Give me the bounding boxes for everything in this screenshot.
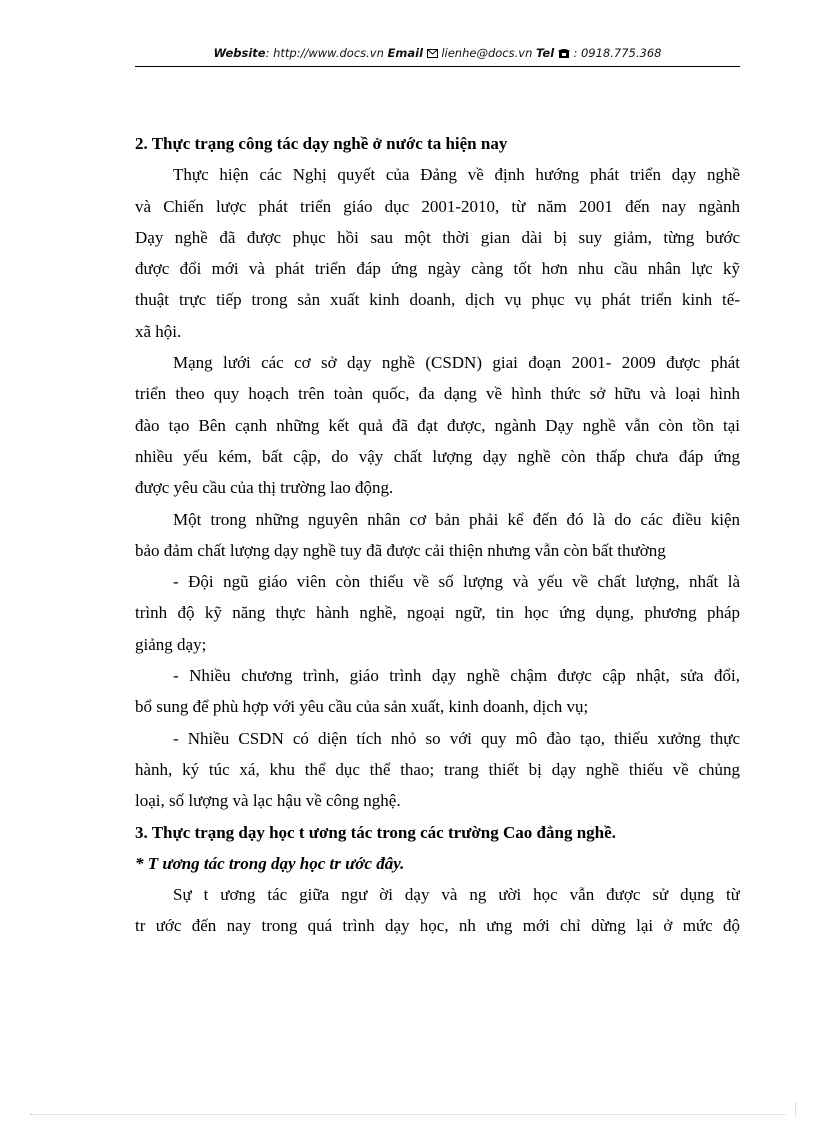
- website-value: : http://www.docs.vn: [265, 46, 384, 60]
- email-label: Email: [387, 46, 424, 60]
- paragraph-line: bổ sung để phù hợp với yêu cầu của sản xuất, kinh doanh, dịch vụ;: [135, 697, 589, 717]
- bullet-item-1: [135, 566, 740, 660]
- website-label: Website: [213, 46, 266, 60]
- paragraph-line: giảng dạy;: [135, 634, 207, 654]
- paragraph-line: Sự t ương tác giữa ngư ời dạy và ng ười học vẫn được sử dụng từ: [173, 885, 740, 905]
- paragraph-line: thuật trực tiếp trong sản xuất kinh doanh, dịch vụ phục vụ phát triển kinh tế-: [135, 290, 740, 310]
- section-3-heading: 3. Thực trạng dạy học t ương tác trong các trường Cao đẳng nghề.: [135, 822, 616, 842]
- paragraph-3: [135, 504, 740, 567]
- header-divider: [135, 66, 740, 67]
- paragraph-4: [135, 879, 740, 942]
- paragraph-line: loại, số lượng và lạc hậu về công nghệ.: [135, 791, 401, 811]
- paragraph-line: hành, ký túc xá, khu thể dục thể thao; trang thiết bị dạy nghề thiếu về chủng: [135, 759, 740, 779]
- tel-value: : 0918.775.368: [573, 46, 662, 60]
- paragraph-line: bảo đảm chất lượng dạy nghề tuy đã được cải thiện nhưng vẫn còn bất thường: [135, 540, 666, 560]
- paragraph-line: triển theo quy hoạch trên toàn quốc, đa dạng về hình thức sở hữu và loại hình: [135, 384, 740, 404]
- envelope-icon: [427, 46, 442, 60]
- page-corner-mark: [781, 1103, 796, 1117]
- paragraph-1: [135, 159, 740, 347]
- paragraph-line: xã hội.: [135, 321, 182, 341]
- paragraph-line: tr ước đến nay trong quá trình dạy học, nh ưng mới chỉ dừng lại ở mức độ: [135, 916, 740, 936]
- bullet-item-2: [135, 660, 740, 723]
- section-3-subheading: * T ương tác trong dạy học tr ước đây.: [135, 853, 405, 873]
- paragraph-line: Thực hiện các Nghị quyết của Đảng về định hướng phát triển dạy nghề: [173, 165, 740, 185]
- document-body: [135, 128, 740, 942]
- paragraph-line: được yêu cầu của thị trường lao động.: [135, 478, 394, 498]
- paragraph-line: đào tạo Bên cạnh những kết quả đã đạt được, ngành Dạy nghề vẫn còn tồn tại: [135, 415, 740, 435]
- paragraph-line: được đổi mới và phát triển đáp ứng ngày càng tốt hơn nhu cầu nhân lực kỹ: [135, 259, 740, 279]
- email-value: lienhe@docs.vn: [441, 46, 533, 60]
- paragraph-line: Dạy nghề đã được phục hồi sau một thời gian dài bị suy giảm, từng bước: [135, 227, 740, 247]
- telephone-icon: [558, 46, 574, 60]
- tel-label: Tel: [536, 46, 555, 60]
- page-header: [135, 46, 740, 60]
- paragraph-line: Mạng lưới các cơ sở dạy nghề (CSDN) giai đoạn 2001- 2009 được phát: [173, 353, 740, 373]
- paragraph-line: - Nhiều chương trình, giáo trình dạy nghề chậm được cập nhật, sửa đổi,: [173, 666, 740, 686]
- paragraph-line: Một trong những nguyên nhân cơ bản phải kể đến đó là do các điều kiện: [173, 509, 740, 529]
- paragraph-line: - Đội ngũ giáo viên còn thiếu về số lượng và yếu về chất lượng, nhất là: [173, 572, 740, 592]
- section-2-heading: 2. Thực trạng công tác dạy nghề ở nước ta hiện nay: [135, 134, 508, 153]
- footer-divider: [30, 1114, 786, 1115]
- paragraph-line: trình độ kỹ năng thực hành nghề, ngoại ngữ, tin học ứng dụng, phương pháp: [135, 603, 740, 623]
- paragraph-line: và Chiến lược phát triển giáo dục 2001-2010, từ năm 2001 đến nay ngành: [135, 196, 740, 216]
- paragraph-line: - Nhiều CSDN có diện tích nhỏ so với quy mô đào tạo, thiếu xưởng thực: [173, 728, 740, 748]
- paragraph-2: [135, 347, 740, 503]
- bullet-item-3: [135, 723, 740, 817]
- paragraph-line: nhiều yếu kém, bất cập, do vậy chất lượng dạy nghề còn thấp chưa đáp ứng: [135, 446, 740, 466]
